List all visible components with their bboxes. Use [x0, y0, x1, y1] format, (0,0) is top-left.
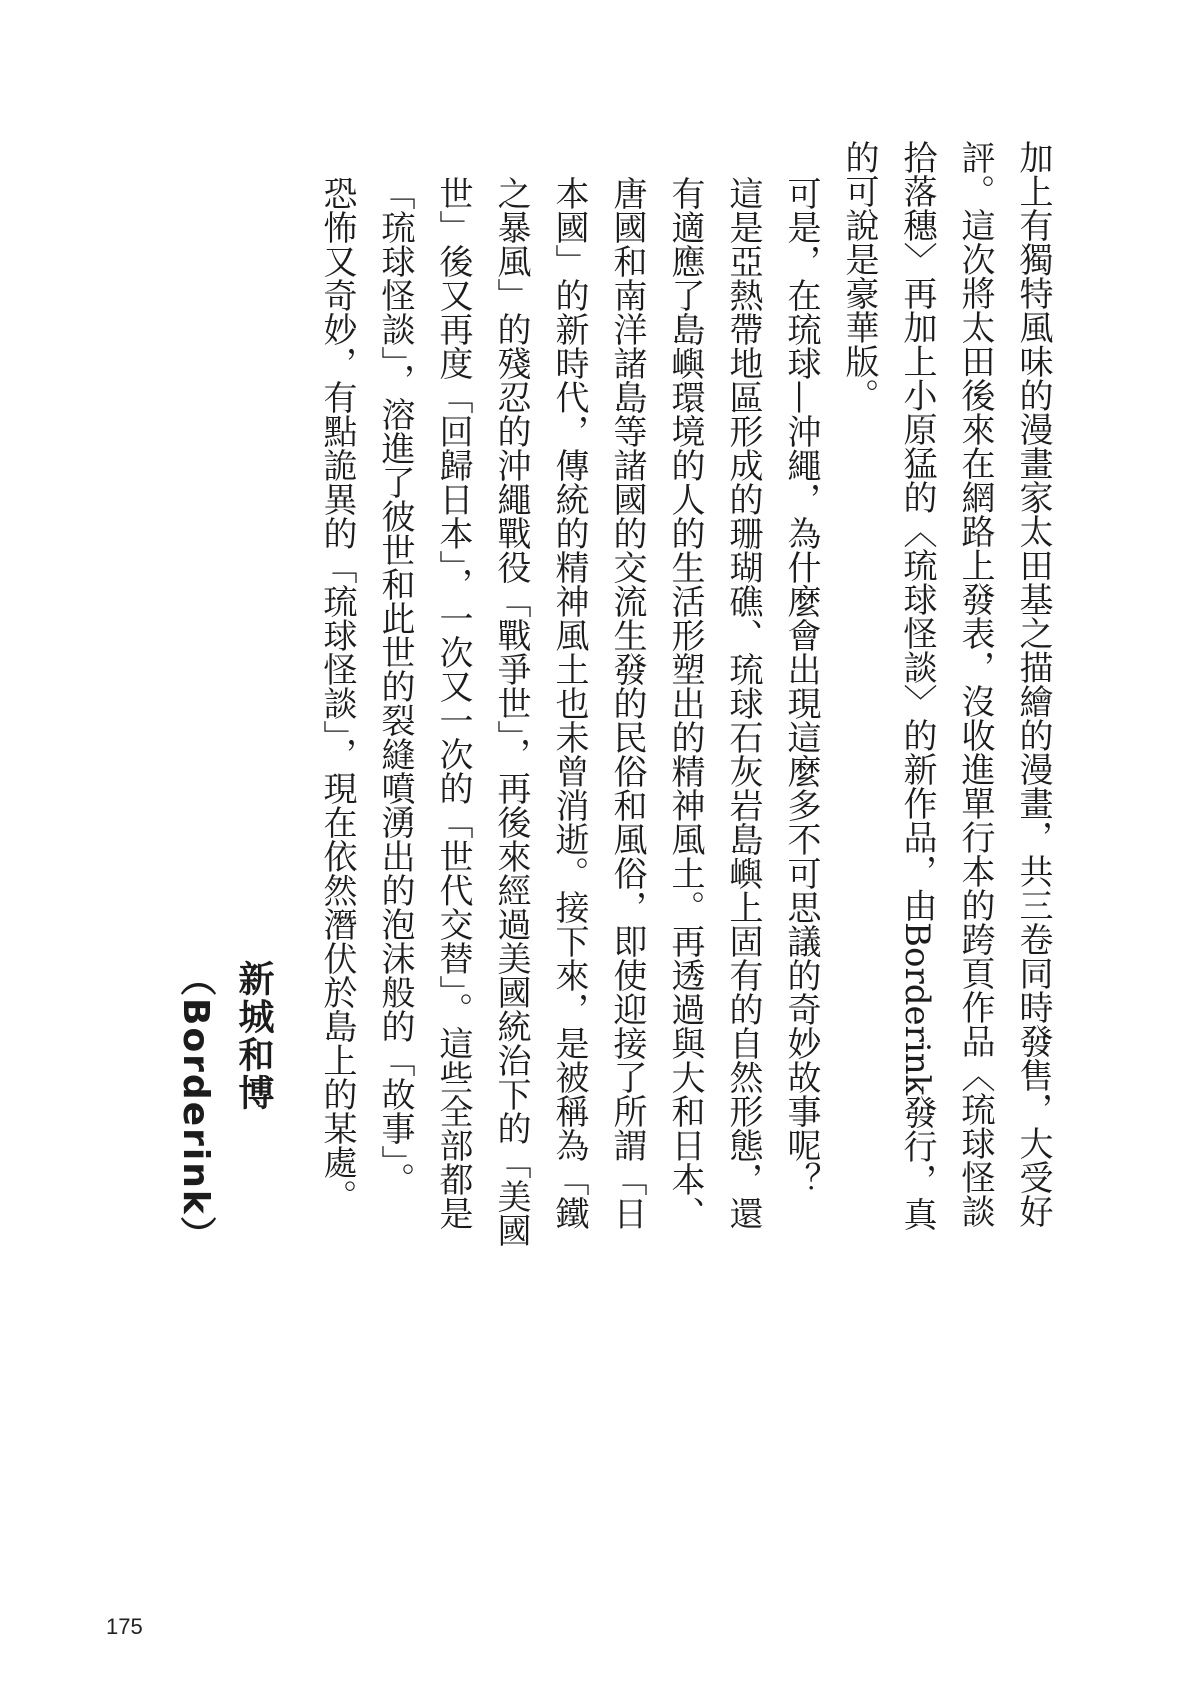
author-signature: 新城和博（Borderink）: [175, 960, 274, 1254]
paragraph-2: 可是，在琉球—沖繩，為什麼會出現這麼多不可思議的奇妙故事呢？: [781, 176, 821, 1196]
paragraph-4: 恐怖又奇妙，有點詭異的「琉球怪談」，現在依然潛伏於島上的某處。: [317, 176, 357, 1213]
vertical-text-body: [166, 140, 1062, 1260]
paragraph-1: 加上有獨特風味的漫畫家太田基之描繪的漫畫，共三卷同時發售，大受好評。這次將太田後來在網路上發表，沒收進單行本的跨頁作品〈琉球怪談拾落穗〉再加上小原猛的〈琉球怪談〉的新作品，由Borderink發行，真的可說是豪華版。: [839, 140, 1053, 1232]
page-number: 175: [106, 1614, 143, 1639]
paragraph-3: 這是亞熱帶地區形成的珊瑚礁、琉球石灰岩島嶼上固有的自然形態，還有適應了島嶼環境的人的生活形塑出的精神風土。再透過與大和日本、唐國和南洋諸島等諸國的交流生發的民俗和風俗，即使迎接了所謂「日本國」的新時代，傳統的精神風土也未曾消逝。接下來，是被稱為「鐵之暴風」的殘忍的沖繩戰役「戰爭世」，再後來經過美國統治下的「美國世」後又再度「回歸日本」，一次又一次的「世代交替」。這些全部都是「琉球怪談」，溶進了彼世和此世的裂縫噴湧出的泡沫般的「故事」。: [375, 176, 763, 1247]
